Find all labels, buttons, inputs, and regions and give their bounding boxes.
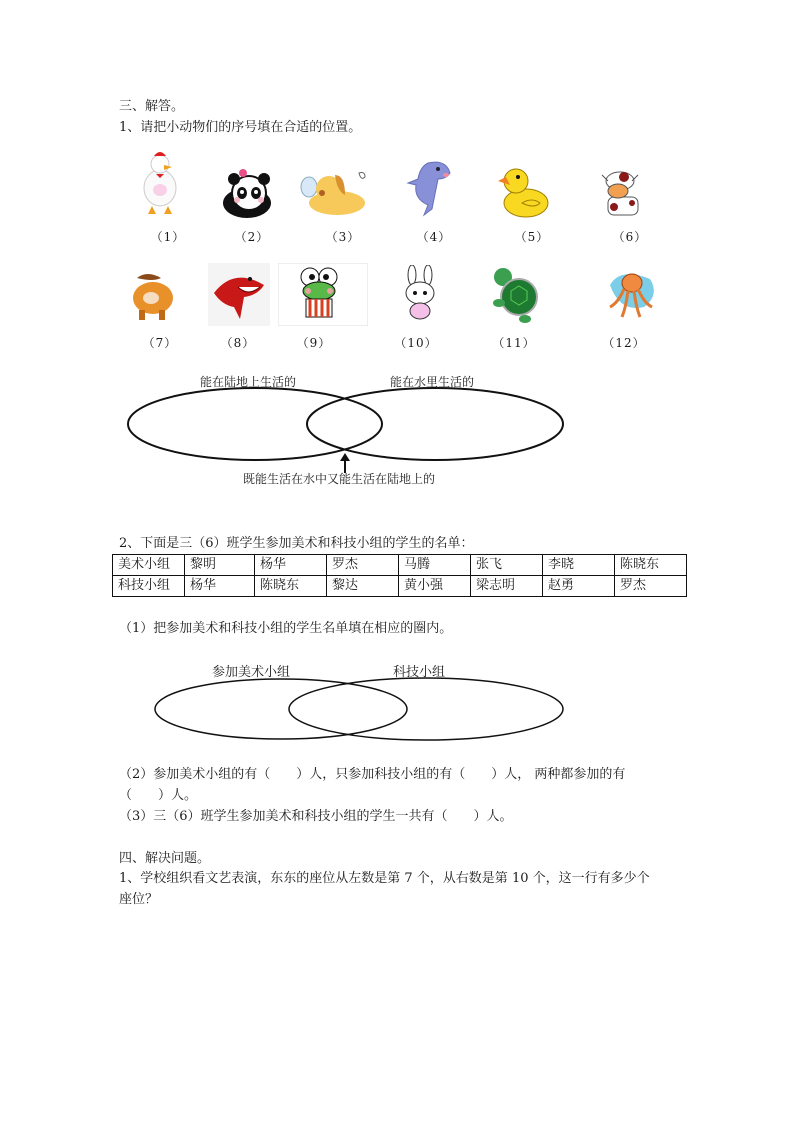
q2-sub3: （3）三（6）班学生参加美术和科技小组的学生一共有（ ）人。 — [119, 809, 513, 824]
table-cell: 杨华 — [255, 555, 327, 576]
horse-icon — [125, 268, 185, 323]
table-cell: 马腾 — [399, 555, 471, 576]
octopus-image — [600, 265, 660, 325]
venn-diagram-habitat — [120, 385, 580, 475]
animal-number-12: （12） — [602, 336, 646, 350]
cow-icon — [592, 165, 652, 220]
table-row-art — [113, 555, 687, 576]
venn2-left-label: 参加美术小组 — [212, 665, 291, 680]
q1-prompt: 1、请把小动物们的序号填在合适的位置。 — [119, 120, 362, 135]
table-cell: 黎明 — [185, 555, 255, 576]
animal-number-6: （6） — [612, 230, 648, 244]
venn2-left-ellipse — [155, 679, 407, 739]
rabbit-image — [390, 265, 450, 325]
animal-number-3: （3） — [325, 230, 361, 244]
rooster-icon — [130, 148, 190, 218]
venn1-overlap-label: 既能生活在水中又能生活在陆地上的 — [243, 472, 436, 486]
q2-sub2-line2: （ ）人。 — [119, 788, 198, 803]
venn-diagram-groups — [150, 675, 570, 747]
animal-number-9: （9） — [296, 336, 332, 350]
animal-number-8: （8） — [220, 336, 256, 350]
shark-icon — [208, 263, 270, 326]
rooster-image — [130, 148, 190, 218]
shark-image — [208, 263, 270, 326]
table-cell: 美术小组 — [113, 555, 185, 576]
venn1-right-ellipse — [307, 388, 563, 460]
table-cell: 李晓 — [543, 555, 615, 576]
section3-heading: 三、解答。 — [119, 99, 185, 114]
horse-image — [125, 268, 185, 323]
venn1-left-label: 能在陆地上生活的 — [200, 375, 297, 389]
animal-number-5: （5） — [514, 230, 550, 244]
frog-icon — [278, 263, 368, 326]
duck-image — [492, 163, 552, 220]
animal-number-4: （4） — [416, 230, 452, 244]
frog-image — [278, 263, 368, 326]
table-cell: 黄小强 — [399, 576, 471, 597]
table-cell: 罗杰 — [327, 555, 399, 576]
animal-number-11: （11） — [492, 336, 536, 350]
table-cell: 黎达 — [327, 576, 399, 597]
dolphin-image — [398, 155, 458, 220]
table-cell: 陈晓东 — [255, 576, 327, 597]
animal-number-1: （1） — [150, 230, 186, 244]
table-cell: 陈晓东 — [615, 555, 687, 576]
q2-prompt: 2、下面是三（6）班学生参加美术和科技小组的学生的名单： — [119, 536, 474, 551]
section4-q1-line2: 座位？ — [119, 892, 159, 907]
animal-number-2: （2） — [234, 230, 270, 244]
octopus-icon — [600, 265, 660, 325]
venn2-right-ellipse — [289, 678, 563, 740]
table-cell: 罗杰 — [615, 576, 687, 597]
table-cell: 科技小组 — [113, 576, 185, 597]
animal-number-7: （7） — [142, 336, 178, 350]
q2-sub2-line1: （2）参加美术小组的有（ ）人，只参加科技小组的有（ ）人， 两种都参加的有 — [119, 767, 626, 782]
venn2-right-label: 科技小组 — [393, 665, 446, 680]
table-row-tech — [113, 576, 687, 597]
section4-heading: 四、解决问题。 — [119, 851, 211, 866]
cow-image — [592, 165, 652, 220]
turtle-icon — [485, 263, 545, 325]
table-cell: 赵勇 — [543, 576, 615, 597]
q2-sub1: （1）把参加美术和科技小组的学生名单填在相应的圈内。 — [119, 621, 453, 636]
table-cell: 梁志明 — [471, 576, 543, 597]
duck-icon — [492, 163, 552, 220]
dolphin-icon — [398, 155, 458, 220]
panda-image — [217, 165, 277, 220]
venn1-right-label: 能在水里生活的 — [390, 375, 475, 389]
section4-q1-line1: 1、学校组织看文艺表演，东东的座位从左数是第 7 个，从右数是第 10 个，这一行有多少个 — [119, 871, 650, 886]
table-cell: 张飞 — [471, 555, 543, 576]
dog-icon — [297, 165, 372, 220]
table-cell: 杨华 — [185, 576, 255, 597]
turtle-image — [485, 263, 545, 325]
animal-number-10: （10） — [394, 336, 438, 350]
rabbit-icon — [390, 265, 450, 325]
dog-image — [297, 165, 372, 220]
students-table — [112, 554, 687, 597]
panda-icon — [217, 165, 277, 220]
